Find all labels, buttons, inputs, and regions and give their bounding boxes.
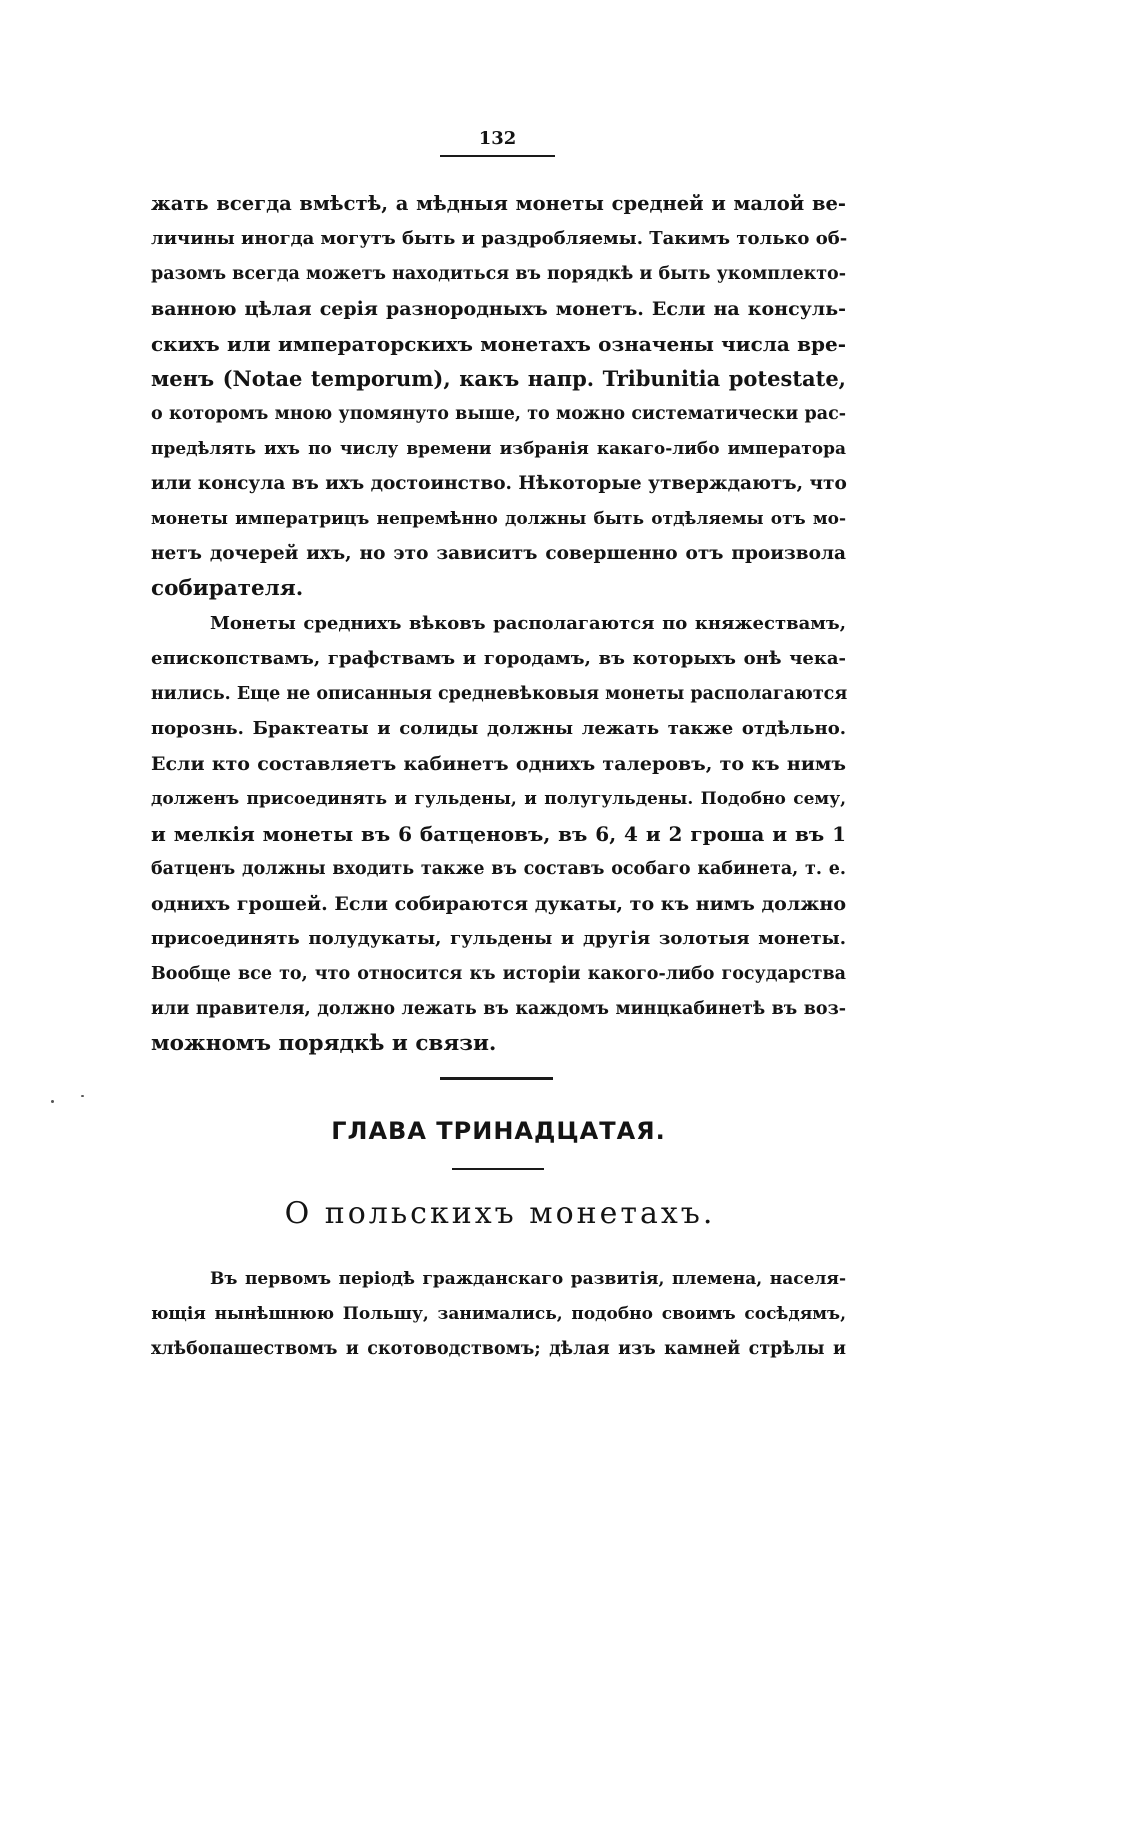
text-line: менъ (Notae temporum), какъ напр. Tribunitia potestate, [151, 366, 846, 391]
text-line: о которомъ мною упомянуто выше, то можно систематически рас- [151, 404, 846, 424]
text-line: присоединять полудукаты, гульдены и другія золотыя монеты. [151, 928, 846, 949]
text-line: Если кто составляетъ кабинетъ однихъ талеровъ, то къ нимъ [151, 753, 846, 775]
text-line: разомъ всегда можетъ находиться въ порядкѣ и быть укомплекто- [151, 264, 846, 284]
text-line: предѣлять ихъ по числу времени избранія какаго-либо императора [151, 439, 846, 459]
text-line: личины иногда могутъ быть и раздробляемы. Такимъ только об- [151, 228, 848, 249]
text-line: епископствамъ, графствамъ и городамъ, въ которыхъ онѣ чека- [151, 648, 846, 669]
text-line: нетъ дочерей ихъ, но это зависитъ совершенно отъ произвола [151, 543, 846, 564]
text-line: Въ первомъ періодѣ гражданскаго развитія, племена, населя- [210, 1269, 846, 1289]
text-line: порознь. Брактеаты и солиды должны лежать также отдѣльно. [151, 718, 846, 739]
chapter-title-rule [452, 1168, 544, 1170]
text-line: однихъ грошей. Если собираются дукаты, то къ нимъ должно [151, 893, 846, 915]
text-line: хлѣбопашествомъ и скотоводствомъ; дѣлая изъ камней стрѣлы и [151, 1339, 846, 1359]
text-line: монеты императрицъ непремѣнно должны быть отдѣляемы отъ мо- [151, 509, 846, 529]
section-divider-rule [440, 1077, 553, 1080]
text-line: скихъ или императорскихъ монетахъ означены числа вре- [151, 332, 846, 356]
text-line: жать всегда вмѣстѣ, а мѣдныя монеты средней и малой ве- [151, 192, 846, 215]
text-line: Вообще все то, что относится къ исторіи какого-либо государства [151, 964, 846, 984]
chapter-title: ГЛАВА ТРИНАДЦАТАЯ. [331, 1117, 666, 1145]
text-line: или консула въ ихъ достоинство. Нѣкоторые утверждаютъ, что [151, 473, 847, 494]
text-line: или правителя, должно лежать въ каждомъ минцкабинетѣ въ воз- [151, 999, 846, 1019]
text-line: можномъ порядкѣ и связи. [151, 1031, 497, 1056]
text-line: ванною цѣлая серія разнородныхъ монетъ. Если на консуль- [151, 298, 846, 320]
text-line: и мелкія монеты въ 6 батценовъ, въ 6, 4 и 2 гроша и въ 1 [151, 822, 846, 846]
section-title: О польскихъ монетахъ. [284, 1196, 716, 1231]
text-line: долженъ присоединять и гульдены, и полугульдены. Подобно сему, [151, 789, 846, 809]
text-line: нились. Еще не описанныя средневѣковыя монеты располагаются [151, 684, 848, 704]
scan-speck [81, 1095, 84, 1097]
text-line: ющія нынѣшнюю Польшу, занимались, подобно своимъ сосѣдямъ, [151, 1304, 846, 1324]
header-rule [440, 155, 555, 157]
scan-speck [51, 1100, 54, 1103]
text-line: батценъ должны входить также въ составъ особаго кабинета, т. е. [151, 859, 846, 879]
page-number: 132 [478, 128, 517, 149]
text-line: Монеты среднихъ вѣковъ располагаются по княжествамъ, [210, 613, 846, 634]
text-line: собирателя. [151, 576, 304, 601]
